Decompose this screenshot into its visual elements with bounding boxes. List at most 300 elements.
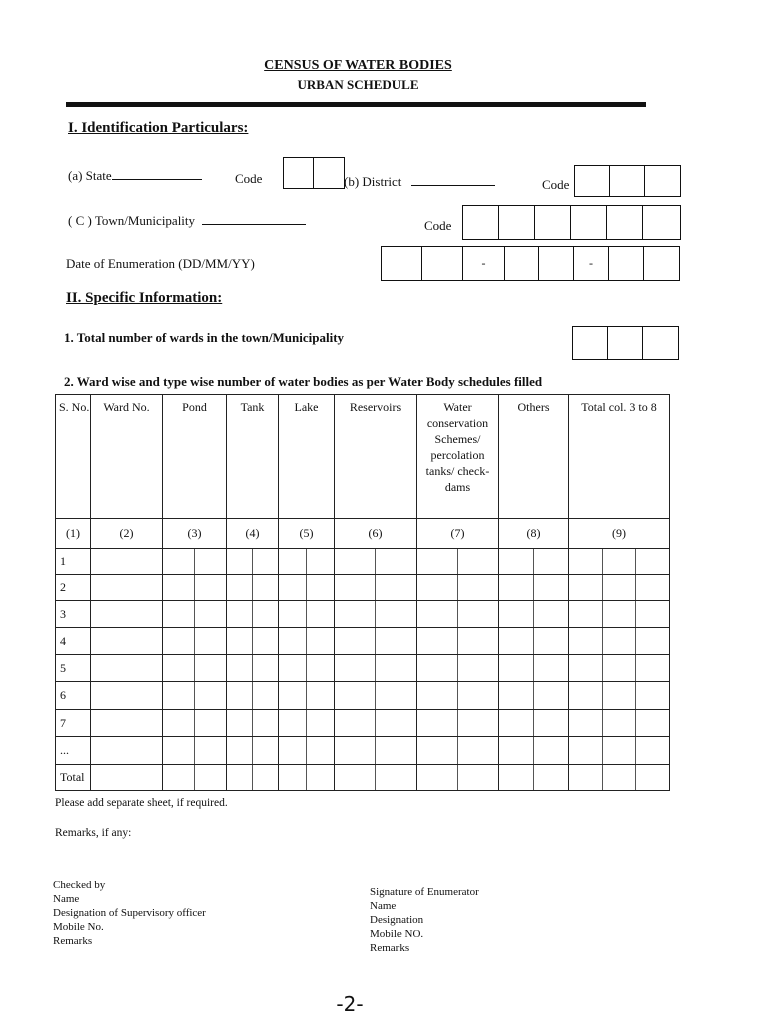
digit-box[interactable] [195, 601, 226, 627]
date-box[interactable] [382, 247, 422, 280]
digit-box[interactable] [335, 549, 376, 574]
table-cell[interactable] [499, 737, 569, 765]
digit-box[interactable] [603, 549, 637, 574]
table-cell[interactable] [163, 575, 227, 601]
table-cell[interactable] [335, 682, 417, 710]
code-box[interactable] [499, 206, 535, 239]
digit-boxes[interactable] [417, 549, 498, 574]
date-box[interactable] [422, 247, 463, 280]
digit-box[interactable] [636, 682, 669, 709]
digit-box[interactable] [603, 737, 637, 764]
digit-box[interactable] [195, 655, 226, 681]
table-cell[interactable] [499, 549, 569, 575]
code-box[interactable] [575, 166, 610, 196]
digit-box[interactable] [376, 710, 416, 736]
table-cell[interactable] [227, 710, 279, 737]
digit-boxes[interactable] [279, 682, 334, 709]
digit-box[interactable] [458, 655, 498, 681]
code-box[interactable] [610, 166, 645, 196]
digit-box[interactable] [163, 710, 195, 736]
digit-box[interactable] [163, 737, 195, 764]
digit-box[interactable] [636, 628, 669, 654]
table-cell[interactable] [335, 737, 417, 765]
digit-boxes[interactable] [417, 655, 498, 681]
digit-box[interactable] [534, 601, 568, 627]
digit-boxes[interactable] [279, 549, 334, 574]
digit-boxes[interactable] [227, 575, 278, 600]
digit-box[interactable] [227, 737, 253, 764]
ward-count-box[interactable] [643, 327, 678, 359]
table-cell[interactable] [499, 655, 569, 682]
digit-box[interactable] [569, 601, 603, 627]
digit-box[interactable] [534, 737, 568, 764]
digit-box[interactable] [417, 765, 458, 790]
digit-box[interactable] [569, 655, 603, 681]
digit-boxes[interactable] [163, 575, 226, 600]
digit-boxes[interactable] [335, 710, 416, 736]
table-cell[interactable] [569, 710, 670, 737]
table-cell[interactable] [279, 655, 335, 682]
digit-boxes[interactable] [163, 682, 226, 709]
digit-box[interactable] [163, 655, 195, 681]
digit-box[interactable] [499, 655, 534, 681]
state-code-label: Code [235, 171, 263, 186]
digit-box[interactable] [458, 628, 498, 654]
digit-boxes[interactable] [569, 737, 669, 764]
digit-box[interactable] [376, 628, 416, 654]
digit-box[interactable] [569, 765, 603, 790]
digit-box[interactable] [499, 682, 534, 709]
code-box[interactable] [607, 206, 643, 239]
town-code-boxes[interactable] [462, 205, 681, 240]
date-box[interactable] [609, 247, 644, 280]
digit-boxes[interactable] [569, 682, 669, 709]
digit-box[interactable] [253, 710, 278, 736]
table-cell[interactable] [163, 655, 227, 682]
digit-box[interactable] [163, 765, 195, 790]
digit-box[interactable] [376, 682, 416, 709]
digit-box[interactable] [195, 682, 226, 709]
table-cell[interactable] [417, 575, 499, 601]
digit-boxes[interactable] [163, 601, 226, 627]
table-cell[interactable] [335, 549, 417, 575]
digit-box[interactable] [534, 628, 568, 654]
digit-box[interactable] [636, 737, 669, 764]
digit-boxes[interactable] [417, 765, 498, 790]
digit-boxes[interactable] [569, 765, 669, 790]
digit-boxes[interactable] [279, 575, 334, 600]
digit-box[interactable] [534, 549, 568, 574]
digit-box[interactable] [253, 601, 278, 627]
digit-box[interactable] [417, 737, 458, 764]
digit-box[interactable] [307, 765, 334, 790]
table-cell[interactable] [227, 549, 279, 575]
table-cell[interactable] [335, 628, 417, 655]
digit-boxes[interactable] [335, 628, 416, 654]
digit-boxes[interactable] [163, 765, 226, 790]
table-cell[interactable] [91, 655, 163, 682]
digit-box[interactable] [307, 655, 334, 681]
code-box[interactable] [463, 206, 499, 239]
digit-boxes[interactable] [499, 575, 568, 600]
digit-box[interactable] [163, 628, 195, 654]
digit-box[interactable] [458, 765, 498, 790]
digit-boxes[interactable] [335, 765, 416, 790]
digit-box[interactable] [279, 601, 307, 627]
digit-box[interactable] [335, 601, 376, 627]
digit-box[interactable] [603, 575, 637, 600]
total-wards-boxes[interactable] [572, 326, 679, 360]
digit-box[interactable] [499, 575, 534, 600]
table-cell[interactable] [279, 601, 335, 628]
digit-boxes[interactable] [163, 655, 226, 681]
table-cell[interactable] [499, 601, 569, 628]
digit-box[interactable] [279, 710, 307, 736]
digit-box[interactable] [417, 575, 458, 600]
table-cell[interactable] [279, 628, 335, 655]
digit-box[interactable] [253, 682, 278, 709]
digit-box[interactable] [335, 682, 376, 709]
date-box[interactable] [505, 247, 539, 280]
digit-boxes[interactable] [335, 549, 416, 574]
digit-box[interactable] [279, 549, 307, 574]
digit-box[interactable] [307, 575, 334, 600]
digit-box[interactable] [227, 655, 253, 681]
digit-box[interactable] [227, 575, 253, 600]
digit-boxes[interactable] [335, 737, 416, 764]
digit-box[interactable] [417, 682, 458, 709]
digit-box[interactable] [253, 765, 278, 790]
digit-box[interactable] [376, 549, 416, 574]
digit-boxes[interactable] [163, 628, 226, 654]
table-cell[interactable] [227, 575, 279, 601]
date-boxes[interactable] [381, 246, 680, 281]
digit-box[interactable] [195, 710, 226, 736]
digit-box[interactable] [163, 549, 195, 574]
table-cell[interactable] [227, 682, 279, 710]
table-cell[interactable] [499, 682, 569, 710]
town-field[interactable] [202, 212, 306, 225]
digit-boxes[interactable] [569, 601, 669, 627]
digit-box[interactable] [569, 549, 603, 574]
digit-box[interactable] [195, 628, 226, 654]
digit-box[interactable] [499, 765, 534, 790]
digit-boxes[interactable] [227, 682, 278, 709]
digit-box[interactable] [603, 710, 637, 736]
digit-boxes[interactable] [499, 655, 568, 681]
digit-box[interactable] [195, 765, 226, 790]
table-cell[interactable] [417, 601, 499, 628]
digit-box[interactable] [335, 737, 376, 764]
digit-boxes[interactable] [163, 737, 226, 764]
digit-box[interactable] [335, 575, 376, 600]
digit-box[interactable] [417, 601, 458, 627]
digit-box[interactable] [376, 765, 416, 790]
code-box[interactable] [645, 166, 680, 196]
code-box[interactable] [643, 206, 680, 239]
digit-boxes[interactable] [499, 601, 568, 627]
digit-box[interactable] [163, 601, 195, 627]
code-box[interactable] [571, 206, 607, 239]
digit-boxes[interactable] [569, 575, 669, 600]
digit-box[interactable] [227, 710, 253, 736]
digit-box[interactable] [307, 682, 334, 709]
digit-box[interactable] [376, 737, 416, 764]
digit-box[interactable] [253, 628, 278, 654]
digit-boxes[interactable] [417, 628, 498, 654]
table-cell[interactable] [163, 737, 227, 765]
table-cell[interactable] [91, 682, 163, 710]
col-header-others: Others [499, 395, 569, 519]
table-cell[interactable] [335, 655, 417, 682]
table-cell[interactable] [91, 737, 163, 765]
table-cell[interactable] [417, 628, 499, 655]
digit-box[interactable] [636, 601, 669, 627]
digit-boxes[interactable] [569, 628, 669, 654]
digit-boxes[interactable] [417, 710, 498, 736]
digit-box[interactable] [335, 655, 376, 681]
table-cell[interactable] [227, 628, 279, 655]
digit-box[interactable] [279, 628, 307, 654]
digit-box[interactable] [499, 549, 534, 574]
district-field[interactable] [411, 173, 495, 186]
table-cell[interactable] [569, 765, 670, 791]
digit-box[interactable] [458, 601, 498, 627]
table-cell[interactable] [499, 628, 569, 655]
table-cell[interactable] [417, 737, 499, 765]
digit-box[interactable] [227, 549, 253, 574]
code-box[interactable] [535, 206, 571, 239]
table-cell[interactable] [91, 575, 163, 601]
table-cell[interactable] [91, 628, 163, 655]
table-cell[interactable] [227, 765, 279, 791]
digit-box[interactable] [499, 601, 534, 627]
table-cell[interactable] [569, 549, 670, 575]
table-cell[interactable] [499, 710, 569, 737]
digit-boxes[interactable] [335, 655, 416, 681]
table-cell[interactable] [227, 737, 279, 765]
ward-count-box[interactable] [608, 327, 643, 359]
digit-box[interactable] [279, 682, 307, 709]
digit-box[interactable] [499, 737, 534, 764]
digit-box[interactable] [534, 655, 568, 681]
digit-box[interactable] [417, 655, 458, 681]
digit-box[interactable] [307, 737, 334, 764]
table-cell[interactable] [569, 737, 670, 765]
table-cell[interactable] [91, 765, 163, 791]
digit-box[interactable] [636, 710, 669, 736]
table-cell[interactable] [279, 710, 335, 737]
digit-box[interactable] [253, 549, 278, 574]
digit-box[interactable] [195, 549, 226, 574]
digit-box[interactable] [636, 655, 669, 681]
digit-boxes[interactable] [417, 575, 498, 600]
digit-boxes[interactable] [227, 549, 278, 574]
table-cell[interactable] [163, 549, 227, 575]
digit-boxes[interactable] [499, 682, 568, 709]
digit-boxes[interactable] [335, 682, 416, 709]
digit-box[interactable] [603, 601, 637, 627]
digit-boxes[interactable] [227, 628, 278, 654]
digit-box[interactable] [569, 682, 603, 709]
table-cell[interactable] [163, 628, 227, 655]
digit-box[interactable] [636, 549, 669, 574]
digit-box[interactable] [603, 765, 637, 790]
digit-box[interactable] [227, 765, 253, 790]
code-box[interactable] [284, 158, 314, 188]
digit-box[interactable] [458, 682, 498, 709]
digit-box[interactable] [163, 575, 195, 600]
digit-box[interactable] [534, 765, 568, 790]
digit-box[interactable] [195, 737, 226, 764]
digit-box[interactable] [227, 601, 253, 627]
digit-box[interactable] [279, 737, 307, 764]
digit-boxes[interactable] [569, 549, 669, 574]
digit-boxes[interactable] [335, 575, 416, 600]
digit-box[interactable] [534, 575, 568, 600]
table-cell[interactable] [279, 575, 335, 601]
table-cell[interactable] [91, 549, 163, 575]
table-cell[interactable] [163, 765, 227, 791]
table-cell[interactable] [569, 601, 670, 628]
digit-box[interactable] [279, 765, 307, 790]
digit-box[interactable] [376, 655, 416, 681]
digit-boxes[interactable] [163, 549, 226, 574]
digit-box[interactable] [458, 710, 498, 736]
digit-box[interactable] [417, 710, 458, 736]
table-cell[interactable] [417, 682, 499, 710]
table-cell[interactable] [279, 682, 335, 710]
digit-box[interactable] [227, 628, 253, 654]
digit-box[interactable] [376, 575, 416, 600]
digit-boxes[interactable] [417, 601, 498, 627]
digit-box[interactable] [307, 549, 334, 574]
table-cell[interactable] [417, 710, 499, 737]
digit-boxes[interactable] [499, 628, 568, 654]
table-cell[interactable] [335, 710, 417, 737]
digit-boxes[interactable] [499, 549, 568, 574]
table-cell[interactable] [569, 655, 670, 682]
table-cell[interactable] [163, 710, 227, 737]
table-cell[interactable] [91, 710, 163, 737]
digit-box[interactable] [307, 601, 334, 627]
digit-box[interactable] [163, 682, 195, 709]
table-cell[interactable] [569, 575, 670, 601]
digit-box[interactable] [636, 575, 669, 600]
digit-box[interactable] [569, 628, 603, 654]
digit-box[interactable] [569, 737, 603, 764]
digit-boxes[interactable] [279, 601, 334, 627]
digit-box[interactable] [335, 765, 376, 790]
table-cell[interactable] [279, 549, 335, 575]
digit-box[interactable] [534, 682, 568, 709]
digit-boxes[interactable] [279, 765, 334, 790]
district-code-boxes[interactable] [574, 165, 681, 197]
digit-box[interactable] [603, 682, 637, 709]
digit-boxes[interactable] [569, 710, 669, 736]
digit-box[interactable] [458, 737, 498, 764]
digit-box[interactable] [417, 549, 458, 574]
table-cell[interactable] [279, 737, 335, 765]
digit-boxes[interactable] [417, 682, 498, 709]
table-cell[interactable] [91, 601, 163, 628]
digit-boxes[interactable] [499, 765, 568, 790]
digit-boxes[interactable] [417, 737, 498, 764]
digit-box[interactable] [499, 628, 534, 654]
digit-boxes[interactable] [163, 710, 226, 736]
table-cell[interactable] [499, 765, 569, 791]
digit-boxes[interactable] [499, 710, 568, 736]
state-field[interactable] [112, 167, 202, 180]
digit-boxes[interactable] [279, 710, 334, 736]
digit-box[interactable] [376, 601, 416, 627]
digit-boxes[interactable] [227, 710, 278, 736]
digit-box[interactable] [279, 655, 307, 681]
state-code-boxes[interactable] [283, 157, 345, 189]
digit-box[interactable] [253, 575, 278, 600]
digit-box[interactable] [253, 737, 278, 764]
table-cell[interactable] [417, 765, 499, 791]
table-cell[interactable] [417, 655, 499, 682]
digit-box[interactable] [335, 710, 376, 736]
ward-count-box[interactable] [573, 327, 608, 359]
table-cell[interactable] [335, 765, 417, 791]
digit-boxes[interactable] [279, 655, 334, 681]
digit-box[interactable] [307, 710, 334, 736]
table-cell[interactable] [335, 601, 417, 628]
date-box[interactable] [539, 247, 574, 280]
digit-box[interactable] [307, 628, 334, 654]
table-cell[interactable] [499, 575, 569, 601]
digit-box[interactable] [279, 575, 307, 600]
digit-boxes[interactable] [279, 628, 334, 654]
digit-boxes[interactable] [499, 737, 568, 764]
digit-boxes[interactable] [227, 765, 278, 790]
digit-box[interactable] [227, 682, 253, 709]
digit-box[interactable] [499, 710, 534, 736]
digit-box[interactable] [458, 549, 498, 574]
digit-box[interactable] [603, 628, 637, 654]
table-cell[interactable] [279, 765, 335, 791]
digit-box[interactable] [569, 710, 603, 736]
digit-box[interactable] [603, 655, 637, 681]
table-cell[interactable] [227, 601, 279, 628]
digit-box[interactable] [569, 575, 603, 600]
digit-box[interactable] [417, 628, 458, 654]
table-cell[interactable] [569, 628, 670, 655]
table-cell[interactable] [163, 601, 227, 628]
table-cell[interactable] [227, 655, 279, 682]
digit-box[interactable] [195, 575, 226, 600]
table-cell[interactable] [417, 549, 499, 575]
table-cell[interactable] [335, 575, 417, 601]
date-box[interactable] [644, 247, 679, 280]
digit-box[interactable] [534, 710, 568, 736]
digit-boxes[interactable] [335, 601, 416, 627]
digit-box[interactable] [636, 765, 669, 790]
digit-boxes[interactable] [279, 737, 334, 764]
digit-boxes[interactable] [227, 737, 278, 764]
table-cell[interactable] [163, 682, 227, 710]
digit-box[interactable] [253, 655, 278, 681]
digit-boxes[interactable] [227, 655, 278, 681]
table-cell[interactable] [569, 682, 670, 710]
digit-boxes[interactable] [569, 655, 669, 681]
digit-box[interactable] [458, 575, 498, 600]
digit-boxes[interactable] [227, 601, 278, 627]
digit-box[interactable] [335, 628, 376, 654]
code-box[interactable] [314, 158, 344, 188]
